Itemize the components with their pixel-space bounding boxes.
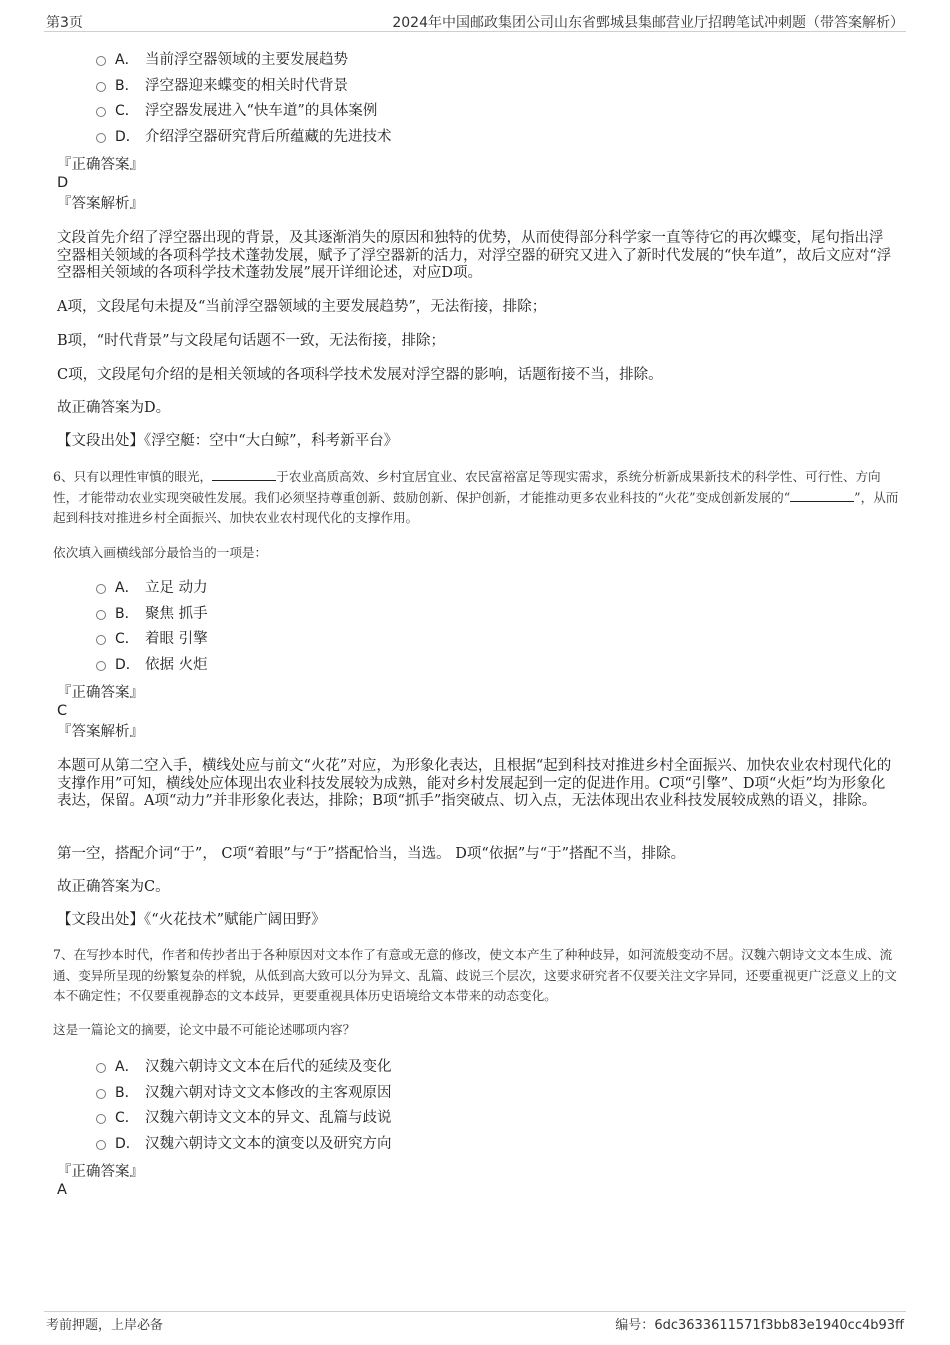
q5-source: 【文段出处】《浮空艇：空中“大白鲸”，科考新平台》 bbox=[57, 433, 399, 449]
q7-stem: 7、在写抄本时代，作者和传抄者出于各种原因对文本作了有意或无意的修改，使文本产生了种种歧异，如河流般变动不居。汉魏六朝诗文文本生成、流通、变异所呈现的纷繁复杂的样貌，从低到高大致可以分为异文、乱篇、歧说三个层次，这要求研究者不仅要关注文字异同，还要重视更广泛意义上的文本不确定性；不仅要重视静态的文本歧异，更要重视具体历史语境给文本带来的动态变化。 bbox=[53, 947, 897, 1003]
q6-analysis-label: 『答案解析』 bbox=[57, 724, 144, 740]
radio-icon[interactable] bbox=[96, 1114, 106, 1124]
q5-option-c[interactable]: C． 浮空器发展进入“快车道”的具体案例 bbox=[96, 102, 377, 120]
q6-option-d[interactable]: D． 依据 火炬 bbox=[96, 656, 208, 674]
q5-analysis-a: A项，文段尾句未提及“当前浮空器领域的主要发展趋势”，无法衔接，排除； bbox=[57, 299, 547, 315]
page-number: 第3页 bbox=[46, 15, 83, 31]
q5-option-a[interactable]: A． 当前浮空器领域的主要发展趋势 bbox=[96, 51, 348, 69]
radio-icon[interactable] bbox=[96, 610, 106, 620]
footer-divider bbox=[44, 1311, 906, 1312]
fill-blank-1 bbox=[212, 468, 276, 481]
q7-option-c[interactable]: C． 汉魏六朝诗文文本的异文、乱篇与歧说 bbox=[96, 1109, 392, 1127]
radio-icon[interactable] bbox=[96, 56, 106, 66]
q5-analysis-b: B项，“时代背景”与文段尾句话题不一致，无法衔接，排除； bbox=[57, 333, 445, 349]
radio-icon[interactable] bbox=[96, 133, 106, 143]
q7-option-b[interactable]: B． 汉魏六朝对诗文文本修改的主客观原因 bbox=[96, 1084, 392, 1102]
q5-answer-label: 『正确答案』 bbox=[57, 157, 144, 173]
q5-analysis-label: 『答案解析』 bbox=[57, 196, 144, 212]
q5-analysis-c: C项，文段尾句介绍的是相关领域的各项科学技术发展对浮空器的影响，话题衔接不当，排除。 bbox=[57, 367, 663, 383]
radio-icon[interactable] bbox=[96, 1140, 106, 1150]
q7-answer: A bbox=[57, 1182, 67, 1198]
q7-option-a[interactable]: A． 汉魏六朝诗文文本在后代的延续及变化 bbox=[96, 1058, 392, 1076]
radio-icon[interactable] bbox=[96, 661, 106, 671]
q6-answer-label: 『正确答案』 bbox=[57, 685, 144, 701]
q6-conclusion: 故正确答案为C。 bbox=[57, 879, 170, 895]
q5-answer: D bbox=[57, 175, 69, 191]
q7-prompt: 这是一篇论文的摘要，论文中最不可能论述哪项内容？ bbox=[53, 1022, 356, 1037]
radio-icon[interactable] bbox=[96, 635, 106, 645]
q6-option-c[interactable]: C． 着眼 引擎 bbox=[96, 630, 208, 648]
header-divider bbox=[44, 31, 906, 32]
q6-option-a[interactable]: A． 立足 动力 bbox=[96, 579, 208, 597]
radio-icon[interactable] bbox=[96, 107, 106, 117]
radio-icon[interactable] bbox=[96, 1089, 106, 1099]
q5-option-d[interactable]: D． 介绍浮空器研究背后所蕴藏的先进技术 bbox=[96, 128, 392, 146]
q5-conclusion: 故正确答案为D。 bbox=[57, 400, 171, 416]
q6-analysis-paragraph: 本题可从第二空入手，横线处应与前文“火花”对应，为形象化表达，且根据“起到科技对推进乡村全面振兴、加快农业农村现代化的支撑作用”可知，横线处应体现出农业科技发展较为成熟，能对乡村发展起到一定的促进作用。C项“引擎”、D项“火炬”均为形象化表达，保留。A项“动力”并非形象化表达，排除；B项“抓手”指突破点、切入点，无法体现出农业科技发展较成熟的语义，排除。 bbox=[57, 758, 892, 809]
q5-option-b[interactable]: B． 浮空器迎来蝶变的相关时代背景 bbox=[96, 77, 348, 95]
q6-stem: 6、只有以理性审慎的眼光， 于农业高质高效、乡村宜居宜业、农民富裕富足等现实需求，系统分析新成果新技术的科学性、可行性、方向性，才能带动农业实现突破性发展。我们必须坚持尊重创新、鼓励创新、保护创新，才能推动更多农业科技的“火花”变成创新发展的“ ”，从而起到科技对推进乡村全面振兴、加快农业农村现代化的支撑作用。 bbox=[53, 469, 899, 525]
q7-answer-label: 『正确答案』 bbox=[57, 1164, 144, 1180]
q5-analysis-paragraph: 文段首先介绍了浮空器出现的背景，及其逐渐消失的原因和独特的优势，从而使得部分科学家一直等待它的再次蝶变，尾句指出浮空器相关领域的各项科学技术蓬勃发展，赋予了浮空器新的活力，对浮空器的研究又进入了新时代发展的“快车道”，故后文应对“浮空器相关领域的各项科学技术蓬勃发展”展开详细论述，对应D项。 bbox=[57, 230, 892, 281]
document-code: 编号：6dc3633611571f3bb83e1940cc4b93ff bbox=[615, 1318, 904, 1333]
q6-prompt: 依次填入画横线部分最恰当的一项是： bbox=[53, 545, 268, 560]
footer-slogan: 考前押题，上岸必备 bbox=[46, 1318, 164, 1333]
q6-answer: C bbox=[57, 703, 68, 719]
q7-option-d[interactable]: D． 汉魏六朝诗文文本的演变以及研究方向 bbox=[96, 1135, 392, 1153]
radio-icon[interactable] bbox=[96, 82, 106, 92]
document-title: 2024年中国邮政集团公司山东省鄄城县集邮营业厅招聘笔试冲刺题（带答案解析） bbox=[392, 15, 904, 31]
q6-source: 【文段出处】《“火花技术”赋能广阔田野》 bbox=[57, 912, 326, 928]
radio-icon[interactable] bbox=[96, 584, 106, 594]
fill-blank-2 bbox=[790, 489, 854, 502]
radio-icon[interactable] bbox=[96, 1063, 106, 1073]
q6-option-b[interactable]: B． 聚焦 抓手 bbox=[96, 605, 208, 623]
q6-analysis-first-blank: 第一空，搭配介词“于”， C项“着眼”与“于”搭配恰当，当选。 D项“依据”与“于”搭配不当，排除。 bbox=[57, 846, 686, 862]
